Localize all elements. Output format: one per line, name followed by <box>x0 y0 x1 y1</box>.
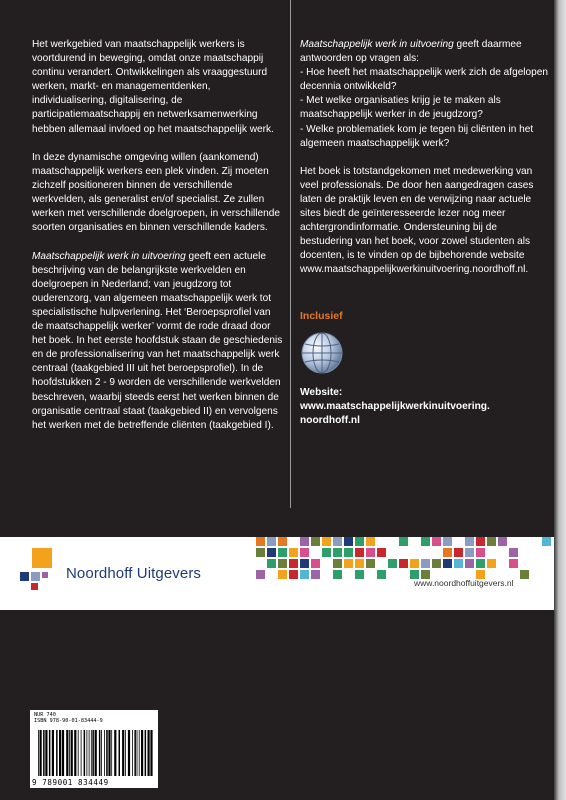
mosaic-tile <box>344 570 353 579</box>
barcode-bar <box>52 730 54 776</box>
column-divider <box>290 0 291 508</box>
barcode-bar <box>132 730 133 776</box>
mosaic-tile <box>300 548 309 557</box>
mosaic-tile <box>333 548 342 557</box>
barcode-bar <box>81 730 82 776</box>
mosaic-tile <box>256 548 265 557</box>
isbn-block <box>34 712 103 725</box>
mosaic-tile <box>465 548 474 557</box>
barcode-bar <box>101 730 102 776</box>
website-label: Website: <box>300 387 343 398</box>
mosaic-tile <box>465 537 474 546</box>
mosaic-tile <box>322 548 331 557</box>
mosaic-tile <box>355 570 364 579</box>
mosaic-tile <box>509 537 518 546</box>
mosaic-tile <box>509 559 518 568</box>
globe-icon <box>298 329 346 377</box>
question-3: - Welke problematiek kom je tegen bij cliënten in het algemeen maatschappelijk werk? <box>300 123 534 149</box>
barcode-bar <box>56 730 58 776</box>
mosaic-tile <box>388 559 397 568</box>
mosaic-tile <box>355 559 364 568</box>
mosaic-tile <box>498 537 507 546</box>
mosaic-tile <box>289 537 298 546</box>
barcode-bar <box>119 730 121 776</box>
mosaic-tile <box>344 548 353 557</box>
mosaic-tile <box>344 559 353 568</box>
mosaic-tile <box>311 559 320 568</box>
barcode-bar <box>87 730 88 776</box>
mosaic-tile <box>333 537 342 546</box>
mosaic-tile <box>476 559 485 568</box>
mosaic-tile <box>355 548 364 557</box>
mosaic-tile <box>476 537 485 546</box>
mosaic-tile <box>487 559 496 568</box>
mosaic-tile <box>355 537 364 546</box>
mosaic-tile <box>311 548 320 557</box>
description-text: geeft een actuele beschrijving van de belangrijkste werkvelden en doelgroepen in Nederland; van jeugdzorg tot ouderenzorg, van algemeen maatschappelijk werk tot specialistische hulpverlening. Het ‘Beroepsprofiel van de maatschappelijk werker’ vormt de rode draad door het boek. In het eerste hoofdstuk staan de geschiedenis en de professionalisering van het maatschappelijk werk centraal (taakgebied III uit het beroepsprofiel). In de hoofdstukken 2 - 9 worden de verschillende werkvelden beschreven, waarbij steeds eerst het werken binnen de organisatie centraal staat (taakgebied II) en vervolgens het werken met de betreffende cliënten (taakgebied I). <box>32 250 283 431</box>
mosaic-tile <box>256 570 265 579</box>
mosaic-tile <box>476 548 485 557</box>
mosaic-tile <box>487 537 496 546</box>
right-column <box>300 38 548 278</box>
mosaic-tile <box>377 570 386 579</box>
mosaic-tile <box>289 548 298 557</box>
barcode-bar <box>106 730 108 776</box>
book-title-inline-2: Maatschappelijk werk in uitvoering <box>300 39 454 50</box>
barcode-bar <box>122 730 124 776</box>
mosaic-tile <box>421 537 430 546</box>
mosaic-tile <box>267 548 276 557</box>
questions-intro-text: geeft daarmee antwoorden op vragen als: <box>300 39 522 65</box>
barcode-bar <box>78 730 79 776</box>
barcode-bar <box>62 730 64 776</box>
barcode-bar <box>108 730 110 776</box>
barcode-bar <box>99 730 101 776</box>
left-column <box>32 38 284 447</box>
barcode-bar <box>145 730 147 776</box>
mosaic-tile <box>454 548 463 557</box>
mosaic-tile <box>366 548 375 557</box>
mosaic-tile <box>322 559 331 568</box>
mosaic-tile <box>399 559 408 568</box>
inclusief-heading: Inclusief <box>300 310 343 322</box>
barcode-bar <box>91 730 92 776</box>
barcode-bar <box>111 730 112 776</box>
mosaic-tile <box>421 559 430 568</box>
nur-code: NUR 740 <box>34 712 56 718</box>
barcode-digits: 9 789001 834449 <box>32 778 109 787</box>
barcode-bar <box>92 730 94 776</box>
mosaic-tile <box>278 559 287 568</box>
barcode-bar <box>104 730 105 776</box>
mosaic-tile <box>366 537 375 546</box>
barcode-bar <box>150 730 152 776</box>
barcode-bar <box>114 730 116 776</box>
barcode <box>38 730 154 776</box>
mosaic-tile <box>267 559 276 568</box>
barcode-bar <box>84 730 86 776</box>
mosaic-tile <box>443 537 452 546</box>
barcode-bar <box>49 730 51 776</box>
barcode-bar <box>59 730 61 776</box>
mosaic-tile <box>322 570 331 579</box>
website-url-line-2[interactable]: noordhoff.nl <box>300 415 360 427</box>
barcode-bar <box>69 730 70 776</box>
questions-intro <box>300 38 548 66</box>
website-url-line-1[interactable]: www.maatschappelijkwerkinuitvoering. <box>300 401 490 413</box>
mosaic-tile <box>432 559 441 568</box>
mosaic-tile <box>322 537 331 546</box>
mosaic-tile <box>267 570 276 579</box>
book-title-inline: Maatschappelijk werk in uitvoering <box>32 250 186 262</box>
barcode-bar <box>134 730 136 776</box>
publisher-logo-icon <box>20 544 65 592</box>
mosaic-tile <box>256 559 265 568</box>
paragraph-intro: Het werkgebied van maatschappelijk werkers is voortdurend in beweging, omdat onze maatschappij continu verandert. Ontwikkelingen als vraaggestuurd werken, markt- en managementdenken, individualisering, digitalisering, de participatiemaatschappij en netwerksamenwerking hebben allemaal invloed op het maatschappelijk werk. <box>32 39 274 135</box>
publisher-name: Noordhoff Uitgevers <box>66 565 202 582</box>
mosaic-tile <box>333 559 342 568</box>
website-block <box>300 386 548 429</box>
mosaic-tile <box>300 559 309 568</box>
mosaic-tile <box>432 537 441 546</box>
mosaic-tile <box>377 548 386 557</box>
publisher-url[interactable]: www.noordhoffuitgevers.nl <box>414 578 514 588</box>
barcode-bar <box>38 730 39 776</box>
barcode-bar <box>137 730 138 776</box>
paragraph-description <box>32 250 284 433</box>
barcode-bar <box>89 730 90 776</box>
barcode-bar <box>43 730 45 776</box>
mosaic-tile <box>465 559 474 568</box>
mosaic-tile <box>388 548 397 557</box>
mosaic-tile <box>333 570 342 579</box>
barcode-bar <box>95 730 97 776</box>
mosaic-tile <box>399 537 408 546</box>
question-1: - Hoe heeft het maatschappelijk werk zich de afgelopen decennia ontwikkeld? <box>300 67 549 93</box>
mosaic-tile <box>498 548 507 557</box>
color-mosaic <box>256 537 554 581</box>
barcode-bar <box>66 730 68 776</box>
mosaic-tile <box>520 537 529 546</box>
paragraph-professionals: Het boek is totstandgekomen met medewerking van veel professionals. De door hen aangedragen cases laten de praktijk leven en de verwijzing naar actuele sites biedt de geïnteresseerde lezer nog meer achtergrondinformatie. Ondersteuning bij de bestudering van het boek, voor zowel studenten als docenten, is te vinden op de bijbehorende website www.maatschappelijkwerkinuitvoering.noordhoff.nl. <box>300 165 534 276</box>
barcode-bar <box>74 730 76 776</box>
mosaic-tile <box>256 537 265 546</box>
question-2: - Met welke organisaties krijg je te maken als maatschappelijk werker in de jeugdzorg? <box>300 95 501 121</box>
isbn-code: ISBN 978-90-01-83444-9 <box>34 718 103 725</box>
mosaic-tile <box>267 537 276 546</box>
mosaic-tile <box>300 570 309 579</box>
barcode-bar <box>40 730 42 776</box>
mosaic-tile <box>443 559 452 568</box>
mosaic-tile <box>311 570 320 579</box>
mosaic-tile <box>289 559 298 568</box>
mosaic-tile <box>278 570 287 579</box>
mosaic-tile <box>542 537 551 546</box>
mosaic-tile <box>509 548 518 557</box>
mosaic-tile <box>443 548 452 557</box>
mosaic-tile <box>520 570 529 579</box>
page-edge <box>554 0 566 800</box>
barcode-bar <box>45 730 47 776</box>
mosaic-tile <box>520 559 529 568</box>
barcode-bar <box>71 730 73 776</box>
barcode-bar <box>125 730 126 776</box>
barcode-bar <box>139 730 140 776</box>
mosaic-tile <box>278 537 287 546</box>
mosaic-tile <box>454 559 463 568</box>
mosaic-tile <box>542 548 551 557</box>
mosaic-tile <box>300 537 309 546</box>
barcode-bar <box>148 730 150 776</box>
mosaic-tile <box>344 537 353 546</box>
mosaic-tile <box>311 537 320 546</box>
barcode-bar <box>128 730 130 776</box>
mosaic-tile <box>410 559 419 568</box>
mosaic-tile <box>289 570 298 579</box>
paragraph-environment: In deze dynamische omgeving willen (aankomend) maatschappelijk werkers een plek vinden. Zij moeten zichzelf positioneren binnen de verschillende werkvelden, als generalist en/of specialist. Ze zullen werken met verschillende doelgroepen, in verschillende soorten organisaties en binnen verschillende kaders. <box>32 151 280 234</box>
barcode-bar <box>141 730 143 776</box>
mosaic-tile <box>366 559 375 568</box>
mosaic-tile <box>278 548 287 557</box>
